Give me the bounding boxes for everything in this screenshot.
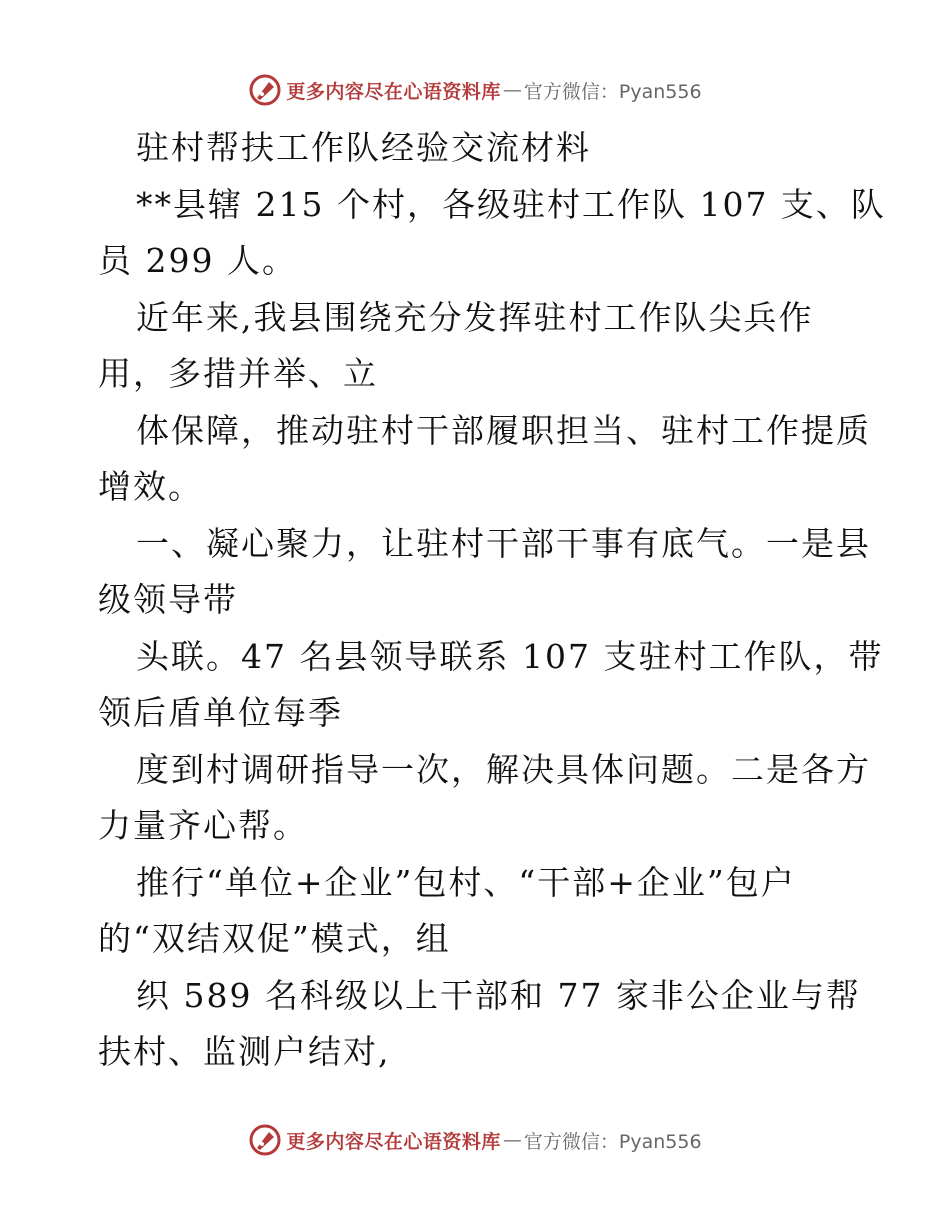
text-line: 员 299 人。 (98, 241, 297, 280)
text-line: 头联。47 名县领导联系 107 支驻村工作队，带 (136, 636, 884, 676)
text-line: 级领导带 (98, 580, 238, 619)
text-line: 驻村帮扶工作队经验交流材料 (136, 128, 591, 167)
document-body (98, 120, 886, 1081)
text-line: 织 589 名科级以上干部和 77 家非公企业与帮 (136, 975, 861, 1015)
pen-nib-logo-icon (248, 73, 282, 107)
watermark-separator: — (502, 1129, 522, 1151)
watermark-wechat-text: 官方微信：Pyan556 (523, 80, 702, 103)
watermark-wechat-text: 官方微信：Pyan556 (523, 1130, 702, 1153)
text-line: 增效。 (98, 467, 203, 506)
text-line: 近年来,我县围绕充分发挥驻村工作队尖兵作 (136, 297, 814, 337)
watermark-main-text: 更多内容尽在心语资料库 (286, 1130, 501, 1153)
watermark-separator: — (502, 79, 522, 101)
text-line: 领后盾单位每季 (98, 693, 343, 732)
text-line: 的“双结双促”模式，组 (98, 919, 451, 958)
text-line: 扶村、监测户结对, (98, 1032, 391, 1071)
text-line: 力量齐心帮。 (98, 806, 308, 845)
pen-nib-logo-icon (248, 1123, 282, 1157)
footer-watermark (0, 1120, 950, 1160)
text-line: 一、凝心聚力，让驻村干部干事有底气。一是县 (136, 523, 871, 563)
text-line: 体保障，推动驻村干部履职担当、驻村工作提质 (136, 410, 871, 450)
text-line: 推行“单位+企业”包村、“干部+企业”包户 (136, 862, 796, 902)
text-line: 用，多措并举、立 (98, 354, 378, 393)
text-line: 度到村调研指导一次，解决具体问题。二是各方 (136, 749, 871, 789)
header-watermark (0, 70, 950, 110)
watermark-main-text: 更多内容尽在心语资料库 (286, 80, 501, 103)
text-line: **县辖 215 个村，各级驻村工作队 107 支、队 (136, 184, 886, 224)
